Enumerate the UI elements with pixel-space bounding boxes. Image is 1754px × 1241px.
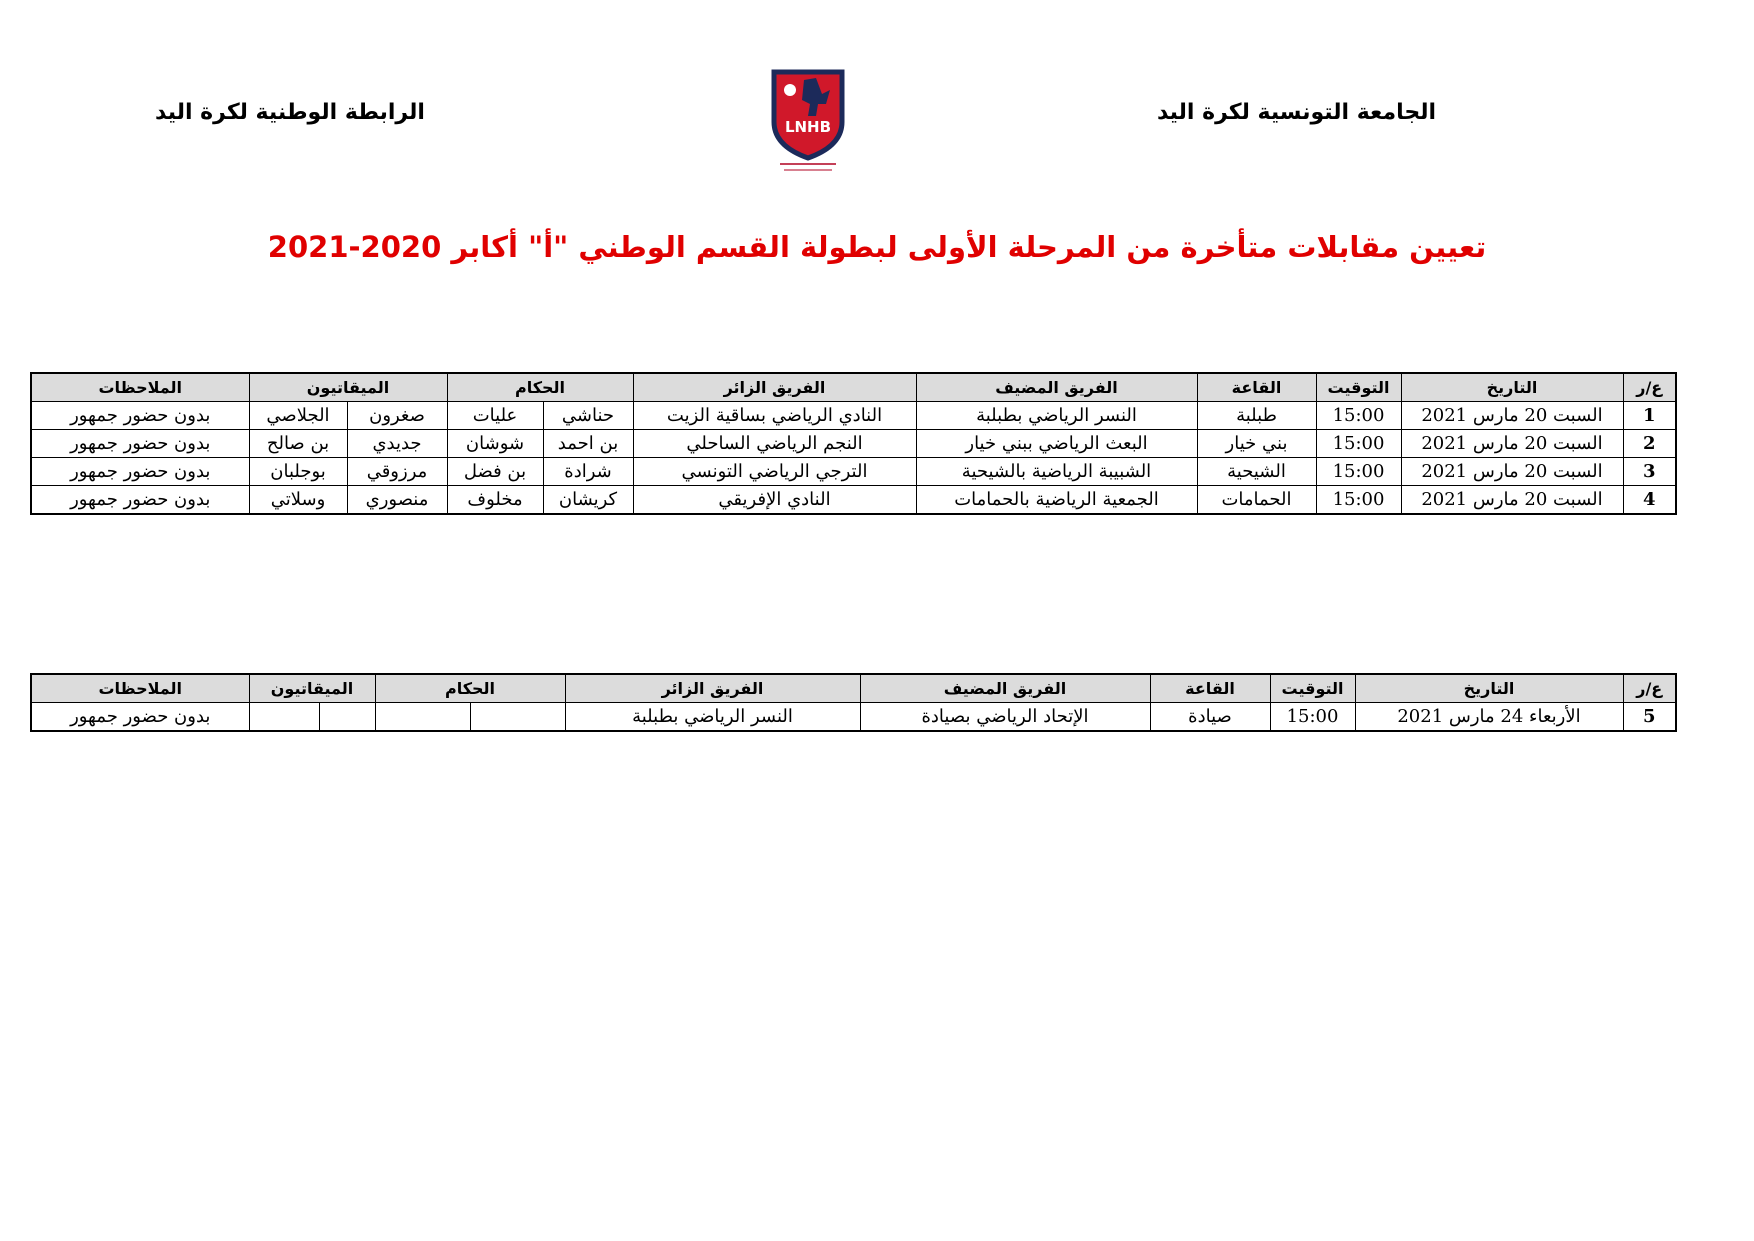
match-notes: بدون حضور جمهور [31,430,249,458]
table-row [31,486,1676,515]
referee-1 [470,703,565,732]
col-header-notes: الملاحظات [31,674,249,703]
match-hall: صيادة [1150,703,1270,732]
col-header-referees: الحكام [447,373,633,402]
match-date: السبت 20 مارس 2021 [1401,486,1623,515]
col-header-timekeepers: الميقاتيون [249,674,375,703]
referee-1: حناشي [543,402,633,430]
match-notes: بدون حضور جمهور [31,703,249,732]
referee-1: شرادة [543,458,633,486]
timekeeper-1: جديدي [347,430,447,458]
col-header-notes: الملاحظات [31,373,249,402]
schedule-table-1 [30,372,1677,515]
match-hall: الحمامات [1197,486,1316,515]
timekeeper-2: الجلاصي [249,402,347,430]
away-team: النجم الرياضي الساحلي [633,430,916,458]
timekeeper-1: صغرون [347,402,447,430]
match-number: 1 [1623,402,1676,430]
col-header-hall: القاعة [1197,373,1316,402]
col-header-num: ع/ر [1623,674,1676,703]
match-time: 15:00 [1316,486,1401,515]
home-team: الإتحاد الرياضي بصيادة [860,703,1150,732]
table-row [31,430,1676,458]
home-team: النسر الرياضي بطبلبة [916,402,1197,430]
lnhb-logo [760,64,856,174]
referee-2: شوشان [447,430,543,458]
referee-2: عليات [447,402,543,430]
timekeeper-2: وسلاتي [249,486,347,515]
match-notes: بدون حضور جمهور [31,486,249,515]
timekeeper-1: منصوري [347,486,447,515]
col-header-away: الفريق الزائر [633,373,916,402]
page-title: تعيين مقابلات متأخرة من المرحلة الأولى لبطولة القسم الوطني "أ" أكابر 2020-2021 [267,230,1487,264]
referee-1: كريشان [543,486,633,515]
col-header-home: الفريق المضيف [916,373,1197,402]
col-header-time: التوقيت [1270,674,1355,703]
timekeeper-2: بوجلبان [249,458,347,486]
referee-1: بن احمد [543,430,633,458]
timekeeper-1 [319,703,375,732]
logo-text: LNHB [784,118,832,136]
federation-name: الجامعة التونسية لكرة اليد [1156,100,1436,125]
away-team: النسر الرياضي بطبلبة [565,703,860,732]
match-hall: بني خيار [1197,430,1316,458]
match-time: 15:00 [1270,703,1355,732]
home-team: الشبيبة الرياضية بالشيحية [916,458,1197,486]
col-header-timekeepers: الميقاتيون [249,373,447,402]
away-team: النادي الرياضي بساقية الزيت [633,402,916,430]
timekeeper-2 [249,703,319,732]
match-date: السبت 20 مارس 2021 [1401,458,1623,486]
match-number: 4 [1623,486,1676,515]
match-number: 2 [1623,430,1676,458]
schedule-table-2 [30,673,1677,732]
match-hall: الشيحية [1197,458,1316,486]
col-header-home: الفريق المضيف [860,674,1150,703]
col-header-date: التاريخ [1401,373,1623,402]
match-number: 3 [1623,458,1676,486]
table-row [31,458,1676,486]
match-time: 15:00 [1316,402,1401,430]
col-header-away: الفريق الزائر [565,674,860,703]
logo-ball [784,84,796,96]
match-notes: بدون حضور جمهور [31,458,249,486]
referee-2: بن فضل [447,458,543,486]
col-header-referees: الحكام [375,674,565,703]
col-header-hall: القاعة [1150,674,1270,703]
col-header-time: التوقيت [1316,373,1401,402]
match-notes: بدون حضور جمهور [31,402,249,430]
table-header-row [31,373,1676,402]
home-team: الجمعية الرياضية بالحمامات [916,486,1197,515]
timekeeper-1: مرزوقي [347,458,447,486]
table-row [31,402,1676,430]
match-hall: طبلبة [1197,402,1316,430]
away-team: الترجي الرياضي التونسي [633,458,916,486]
col-header-date: التاريخ [1355,674,1623,703]
match-time: 15:00 [1316,430,1401,458]
match-date: السبت 20 مارس 2021 [1401,430,1623,458]
referee-2 [375,703,470,732]
referee-2: مخلوف [447,486,543,515]
match-date: السبت 20 مارس 2021 [1401,402,1623,430]
table-row [31,703,1676,732]
match-number: 5 [1623,703,1676,732]
home-team: البعث الرياضي ببني خيار [916,430,1197,458]
timekeeper-2: بن صالح [249,430,347,458]
league-name: الرابطة الوطنية لكرة اليد [155,100,425,125]
match-date: الأربعاء 24 مارس 2021 [1355,703,1623,732]
col-header-num: ع/ر [1623,373,1676,402]
table-header-row [31,674,1676,703]
away-team: النادي الإفريقي [633,486,916,515]
match-time: 15:00 [1316,458,1401,486]
